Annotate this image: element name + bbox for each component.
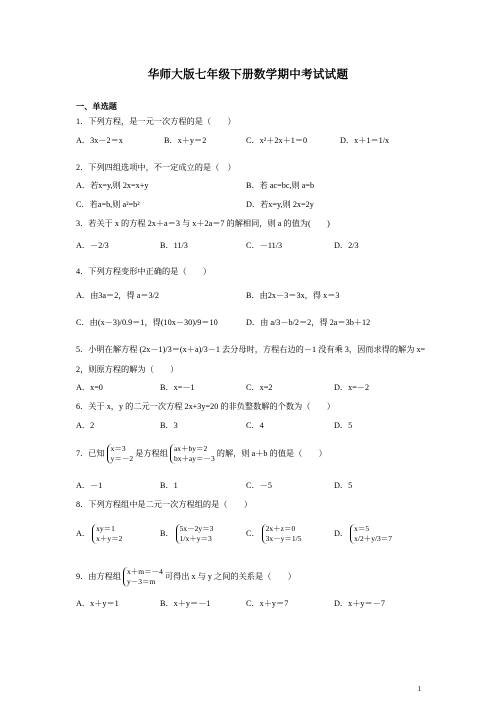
q7-option-c: C．－5 [246, 481, 272, 490]
q5-option-a: A．x=0 [76, 383, 103, 392]
q5-option-c: C．x=2 [246, 383, 273, 392]
q7-stem-middle: 是方程组 [135, 448, 168, 458]
q6-stem: 6．关于 x，y 的二元一次方程 2x+3y=20 的非负整数解的个数为（ ） [76, 402, 335, 411]
q8-option-d [334, 524, 394, 544]
q8-option-a [76, 524, 124, 544]
q7-stem [76, 444, 327, 464]
q2-stem: 2．下列四组选项中，不一定成立的是（ ） [76, 163, 236, 172]
q3-stem: 3．若关于 x 的方程 2x＋a＝3 与 x＋2a＝7 的解相同，则 a 的值为( ) [76, 219, 330, 228]
q8-a-eq2: x＋y＝2 [96, 534, 123, 543]
q7-equation-system [170, 444, 215, 464]
q1-option-c: C．x²＋2x＋1＝0 [246, 136, 308, 145]
q2-option-c: C．若a=b,则 a²=b² [76, 200, 140, 209]
q8-option-c-system [262, 524, 302, 544]
q3-option-b: B．11/3 [160, 241, 188, 250]
q1-stem: 1．下列方程，是一元一次方程的是（ ） [76, 117, 236, 126]
q9-option-d: D．x＋y＝－7 [334, 599, 385, 608]
q8-d-eq1: x＝5 [354, 524, 370, 533]
q9-option-a: A．x＋y＝1 [76, 599, 119, 608]
q8-a-eq1: xy＝1 [96, 524, 115, 533]
q2-option-a: A．若x=y,则 2x=x+y [76, 181, 149, 190]
q8-option-a-label: A． [76, 528, 91, 538]
q3-option-d: D．2/3 [334, 241, 359, 250]
q8-c-eq2: 3x－y＝1/5 [265, 534, 302, 543]
q7-solution-eq2: y＝－2 [110, 454, 134, 463]
q8-option-b-label: B． [160, 528, 174, 538]
q6-option-a: A．2 [76, 421, 95, 430]
q8-option-c-label: C． [246, 528, 260, 538]
q4-stem: 4．下列方程变形中正确的是（ ） [76, 267, 212, 276]
q8-b-eq2: 1/x＋y＝3 [179, 534, 212, 543]
q9-option-b: B．x＋y＝－1 [160, 599, 211, 608]
q8-option-d-label: D． [334, 528, 349, 538]
q8-option-b-system [176, 524, 214, 544]
q6-option-b: B．3 [160, 421, 178, 430]
q7-option-d: D．5 [334, 481, 353, 490]
q5-option-d: D．x=－2 [334, 383, 370, 392]
q4-option-a: A．由3a＝2，得 a＝3/2 [76, 291, 160, 300]
q7-stem-prefix: 7．已知 [76, 448, 105, 458]
q9-eq2: y－3＝m [127, 577, 156, 586]
q4-option-d: D．由 a/3－b/2＝2，得 2a＝3b＋12 [246, 318, 371, 327]
q7-system-eq1: ax＋by＝2 [173, 444, 208, 453]
q7-solution-eq1: x＝3 [110, 444, 126, 453]
page-title: 华师大版七年级下册数学期中考试试题 [147, 67, 349, 81]
q7-option-b: B．1 [160, 481, 178, 490]
q8-d-eq2: x/2＋y/3＝7 [354, 534, 393, 543]
q9-eq1: x＋m＝－4 [127, 567, 163, 576]
q7-option-a: A．－1 [76, 481, 103, 490]
q5-stem-continued: 2，则原方程的解为（ ） [76, 365, 179, 374]
q9-stem-prefix: 9．由方程组 [76, 571, 122, 581]
q6-option-d: D．5 [334, 421, 353, 430]
q7-solution-system [107, 444, 134, 464]
q7-stem-suffix: 的解，则 a＋b 的值是（ ） [216, 448, 327, 458]
q8-option-a-system [92, 524, 122, 544]
page-number: 1 [417, 685, 421, 693]
q7-system-eq2: bx＋ay＝－3 [173, 454, 215, 463]
q8-option-b [160, 524, 215, 544]
q9-stem-suffix: 可得出 x 与 y 之间的关系是（ ） [164, 571, 296, 581]
q3-option-c: C．－11/3 [246, 241, 283, 250]
q9-stem [76, 567, 296, 587]
section-heading: 一、单选题 [76, 101, 117, 111]
q4-option-b: B．由2x－3＝3x，得 x＝3 [246, 291, 340, 300]
q2-option-d: D．若x=y,则 2x=2y [246, 200, 314, 209]
q1-option-d: D．x＋1＝1/x [340, 136, 390, 145]
q2-option-b: B．若 ac=bc,则 a=b [246, 181, 315, 190]
q8-b-eq1: 5x－2y＝3 [179, 524, 214, 533]
q8-option-d-system [350, 524, 392, 544]
q5-stem: 5．小明在解方程 (2x－1)/3＝(x＋a)/3－1 去分母时，方程右边的－1 没有乘 3，因而求得的解为 x= [76, 345, 426, 354]
q5-option-b: B．x=－1 [160, 383, 195, 392]
q3-option-a: A．－2/3 [76, 241, 109, 250]
q4-option-c: C．由(x－3)/0.9＝1，得(10x－30)/9＝10 [76, 318, 218, 327]
q8-option-c [246, 524, 304, 544]
q6-option-c: C．4 [246, 421, 264, 430]
q1-option-a: A．3x－2＝x [76, 136, 123, 145]
q1-option-b: B．x＋y＝2 [164, 136, 207, 145]
q8-stem: 8．下列方程组中是二元一次方程组的是（ ） [76, 500, 253, 509]
q9-option-c: C．x＋y＝7 [246, 599, 289, 608]
q8-c-eq1: 2x＋z＝0 [265, 524, 296, 533]
q9-equation-system [123, 567, 163, 587]
